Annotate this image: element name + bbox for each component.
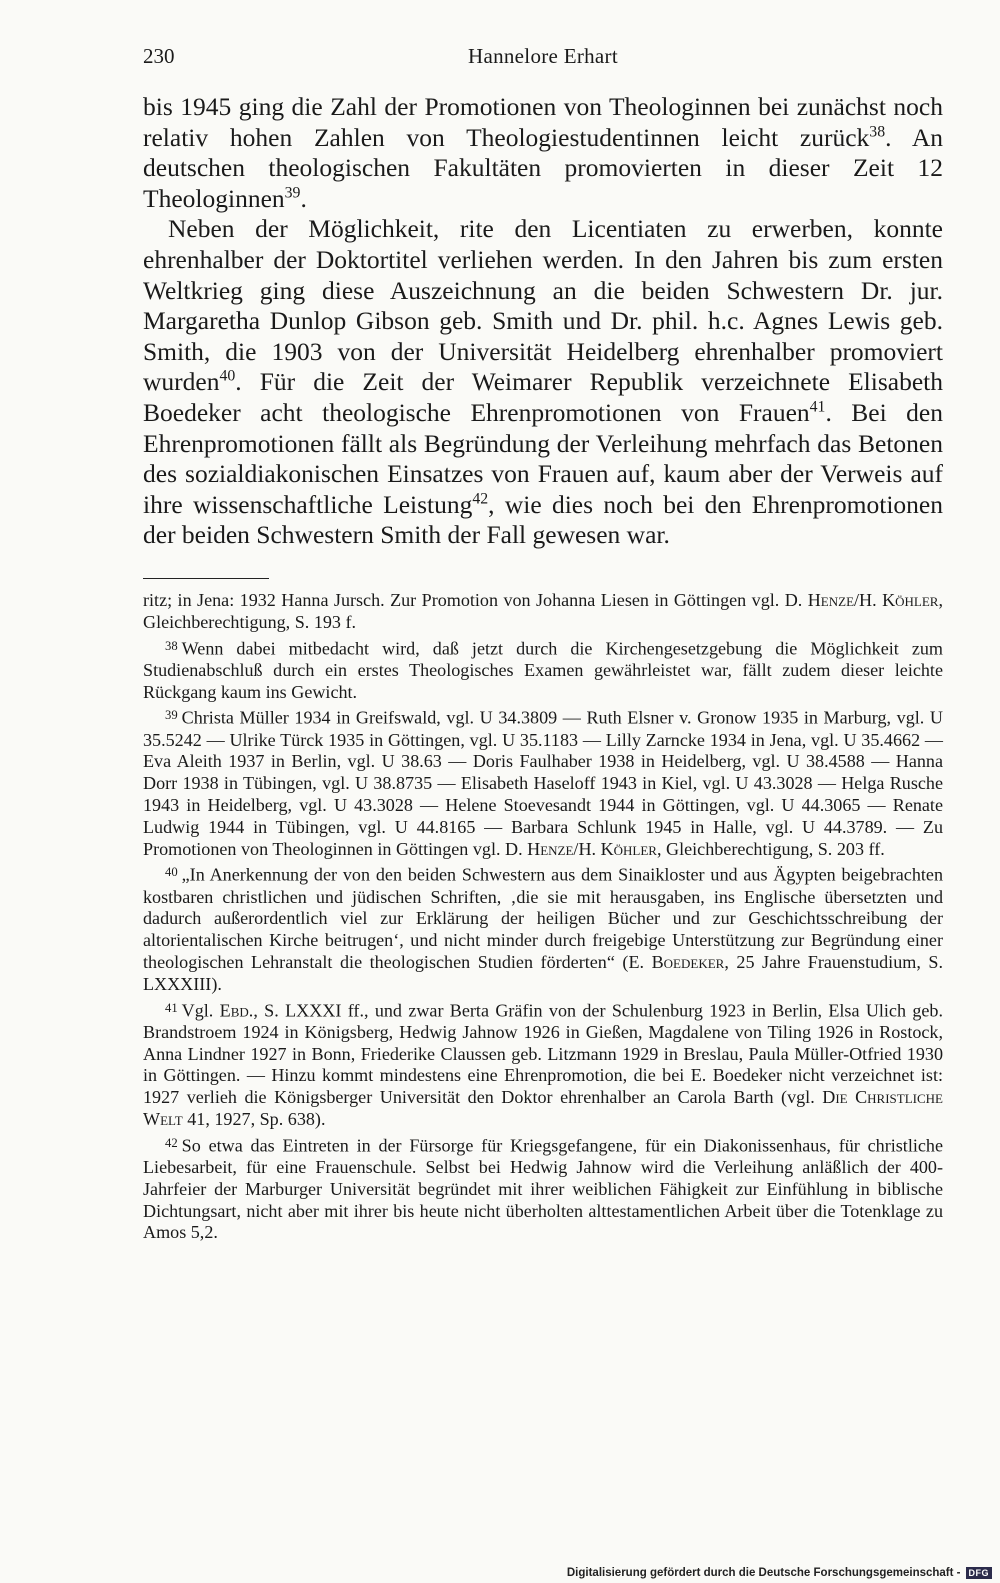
text-run: ritz; in Jena: 1932 Hanna Jursch. Zur Promotion von Johanna Liesen in Göttingen vgl. D. <box>143 590 808 610</box>
footnote-ref: 42 <box>472 490 489 508</box>
journal-title: Die Christliche Welt <box>143 1087 944 1130</box>
paragraph <box>143 214 943 551</box>
text-run: . Bei den Ehrenpromotionen fällt als Begründung der Verleihung mehrfach das Betonen des sozialdiakonischen Einsatzes von Frauen auf, kaum aber der Verweis auf ihre wissenschaftliche Leistung <box>143 397 943 519</box>
text-run: /H. <box>573 838 601 859</box>
main-text <box>143 92 943 551</box>
footnote-ref: 38 <box>869 123 886 141</box>
footnote-38 <box>143 636 943 704</box>
text-run: . <box>300 183 307 213</box>
author-name: Köhler <box>882 590 939 610</box>
footnote-42 <box>143 1133 943 1244</box>
author-name: Köhler <box>600 838 657 859</box>
footnote-ref: 41 <box>809 398 826 416</box>
author-name: Boedeker <box>651 952 725 973</box>
running-head: Hannelore Erhart <box>468 44 618 68</box>
abbreviation: Ebd. <box>219 1000 254 1021</box>
author-name: Henze <box>807 590 855 610</box>
text-run: bis 1945 ging die Zahl der Promotionen von Theologinnen bei zunächst noch relativ hohen Zahlen von Theologiestudentinnen leicht zurück <box>143 92 943 152</box>
footnote-40 <box>143 862 943 995</box>
footnote-ref: 40 <box>219 367 236 385</box>
text-run: , wie dies noch bei den Ehrenpromotionen der beiden Schwestern Smith der Fall gewesen war. <box>143 489 943 550</box>
author-name: Henze <box>527 838 574 859</box>
text-run: . Für die Zeit der Weimarer Republik verzeichnete Elisabeth Boedeker acht theologische Ehrenpromotionen von Frauen <box>143 367 943 427</box>
footnote-ref: 39 <box>284 184 301 202</box>
footnote-number: 39 <box>165 708 178 723</box>
page-number: 230 <box>143 44 175 68</box>
page-header <box>143 44 943 74</box>
text-run: Vgl. <box>181 1000 220 1021</box>
text-run: , 25 Jahre Frauenstudium, S. LXXXIII). <box>143 952 943 994</box>
footnote-number: 42 <box>165 1135 178 1150</box>
text-run: „In Anerkennung der von den beiden Schwestern aus dem Sinaikloster und aus Ägypten beigebrachten kostbaren christlichen und jüdischen Schriften, ‚die sie mit herausgaben, ins Englische übersetzten und dadurch außerordentlich viel zur Erklärung der heiligen Bücher und zur Geschichtsschreibung der altorientalischen Kirche beitrugen‘, und nicht minder durch freigebige Unterstützung zur Begründung einer theologischen Lehranstalt die theologischen Studien förderten“ (E. <box>143 864 943 973</box>
text-run: Christa Müller 1934 in Greifswald, vgl. U 34.3809 — Ruth Elsner v. Gronow 1935 in Marburg, vgl. U 35.5242 — Ulrike Türck 1935 in Göttingen, vgl. U 35.1183 — Lilly Zarncke 1934 in Jena, vgl. U 35.4662 — Eva Aleith 1937 in Berlin, vgl. U 38.63 — Doris Faulhaber 1938 in Heidelberg, vgl. U 38.4588 — Hanna Dorr 1938 in Tübingen, vgl. U 38.8735 — Elisabeth Haseloff 1943 in Kiel, vgl. U 43.3028 — Helga Rusche 1943 in Heidelberg, vgl. U 43.3028 — Helene Stoevesandt 1944 in Göttingen, vgl. U 44.3065 — Renate Ludwig 1944 in Tübingen, vgl. U 44.8165 — Barbara Schlunk 1945 in Halle, vgl. U 44.3789. — Zu Promotionen von Theologinnen in Göttingen vgl. D. <box>143 707 943 859</box>
footnote-number: 40 <box>165 865 178 880</box>
paragraph <box>143 92 943 214</box>
footnote-continuation <box>143 590 943 634</box>
footnote-number: 41 <box>165 1000 178 1015</box>
text-run: , S. LXXXI ff., und zwar Berta Gräfin von der Schulenburg 1923 in Berlin, Elsa Ulich geb. Brandstroem 1924 in Königsberg, Hedwig Jahnow 1926 in Gießen, Magdalene von Tiling 1926 in Rostock, Anna Lindner 1927 in Bonn, Friederike Claussen geb. Litzmann 1929 in Breslau, Paula Müller-Otfried 1930 in Göttingen. — Hinzu kommt mindestens eine Ehrenpromotion, die bei E. Boedeker nicht verzeichnet ist: 1927 verlieh die Königsberger Universität den Doktor ehrenhalber an Carola Barth (vgl. <box>143 1000 944 1108</box>
text-run: , Gleichberechtigung, S. 193 f. <box>143 590 943 632</box>
text-run: So etwa das Eintreten in der Fürsorge für Kriegsgefangene, für ein Diakonissenhaus, für christliche Liebesarbeit, für eine Frauenschule. Selbst bei Hedwig Jahnow wird die Verleihung anläßlich der 400-Jahrfeier der Marburger Universität begründet mit ihrer weiblichen Fähigkeit zur Einfühlung in biblische Dichtungsart, nicht aber mit ihrer bis heute nicht überholten alttestamentlichen Arbeit über die Totenklage zu Amos 5,2. <box>143 1135 943 1243</box>
footnotes <box>143 590 943 1246</box>
credit-text: Digitalisierung gefördert durch die Deutsche Forschungsgemeinschaft - <box>566 1567 961 1579</box>
dfg-logo: DFG <box>966 1567 993 1579</box>
text-run: Wenn dabei mitbedacht wird, daß jetzt durch die Kirchengesetzgebung die Möglichkeit zum Studienabschluß durch ein erstes Theologisches Examen gewährleistet war, fällt zudem dieser leichte Rückgang kaum ins Gewicht. <box>143 638 943 702</box>
footnote-number: 38 <box>165 638 178 653</box>
text-run: /H. <box>854 590 883 610</box>
footnote-41 <box>143 998 943 1131</box>
text-run: 41, 1927, Sp. 638). <box>182 1109 326 1130</box>
digitization-credit <box>567 1567 992 1579</box>
text-run: , Gleichberechtigung, S. 203 ff. <box>656 838 885 859</box>
text-run: Neben der Möglichkeit, rite den Licentiaten zu erwerben, konnte ehrenhalber der Doktortitel verliehen werden. In den Jahren bis zum ersten Weltkrieg ging diese Auszeichnung an die beiden Schwestern Dr. jur. Margaretha Dunlop Gibson geb. Smith und Dr. phil. h.c. Agnes Lewis geb. Smith, die 1903 von der Universität Heidelberg ehrenhalber promoviert wurden <box>143 214 943 397</box>
text-run: . An deutschen theologischen Fakultäten promovierten in dieser Zeit 12 Theologinnen <box>143 122 943 213</box>
footnote-39 <box>143 705 943 860</box>
footnote-divider <box>143 578 269 579</box>
